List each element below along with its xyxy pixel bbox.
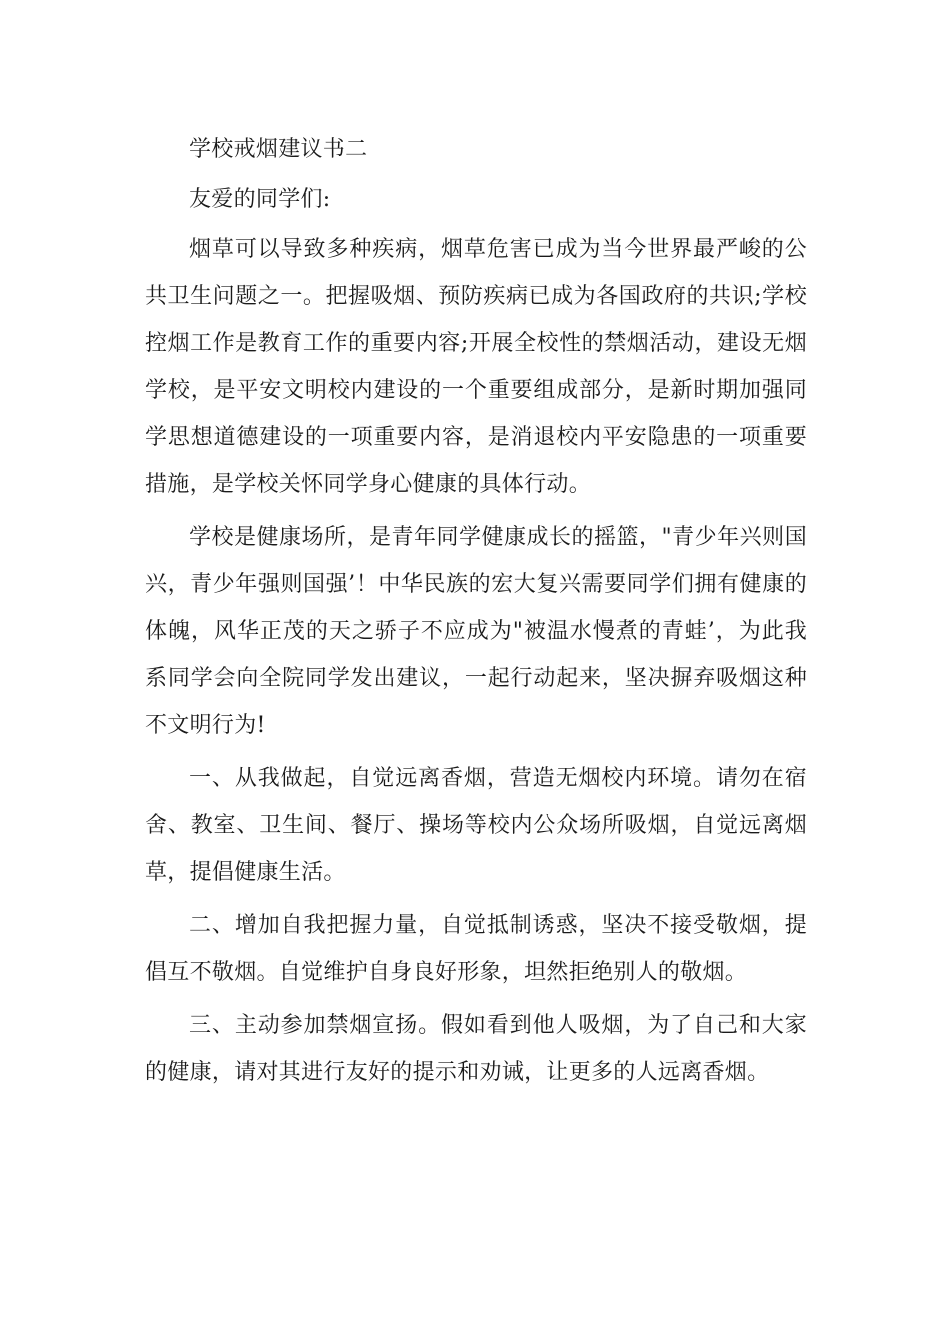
paragraph-point-three: 三、主动参加禁烟宣扬。假如看到他人吸烟，为了自己和大家的健康，请对其进行友好的提示和劝诫，让更多的人远离香烟。	[145, 1013, 807, 1085]
paragraph-point-two: 二、增加自我把握力量，自觉抵制诱惑，坚决不接受敬烟，提倡互不敬烟。自觉维护自身良好形象，坦然拒绝别人的敬烟。	[145, 913, 807, 985]
document-body	[145, 126, 807, 1102]
salutation: 友爱的同学们:	[189, 187, 331, 212]
document-title: 学校戒烟建议书二	[189, 137, 368, 162]
paragraph-appeal: 学校是健康场所，是青年同学健康成长的摇篮，"青少年兴则国兴，青少年强则国强’！中华民族的宏大复兴需要同学们拥有健康的体魄，风华正茂的天之骄子不应成为"被温水慢煮的青蛙’，为此我系同学会向全院同学发出建议，一起行动起来，坚决摒弃吸烟这种不文明行为!	[145, 525, 807, 738]
paragraph-intro: 烟草可以导致多种疾病，烟草危害已成为当今世界最严峻的公共卫生问题之一。把握吸烟、预防疾病已成为各国政府的共识;学校控烟工作是教育工作的重要内容;开展全校性的禁烟活动，建设无烟学校，是平安文明校内建设的一个重要组成部分，是新时期加强同学思想道德建设的一项重要内容，是消退校内平安隐患的一项重要措施，是学校关怀同学身心健康的具体行动。	[145, 237, 807, 497]
paragraph-point-one: 一、从我做起，自觉远离香烟，营造无烟校内环境。请勿在宿舍、教室、卫生间、餐厅、操场等校内公众场所吸烟，自觉远离烟草，提倡健康生活。	[145, 766, 807, 885]
